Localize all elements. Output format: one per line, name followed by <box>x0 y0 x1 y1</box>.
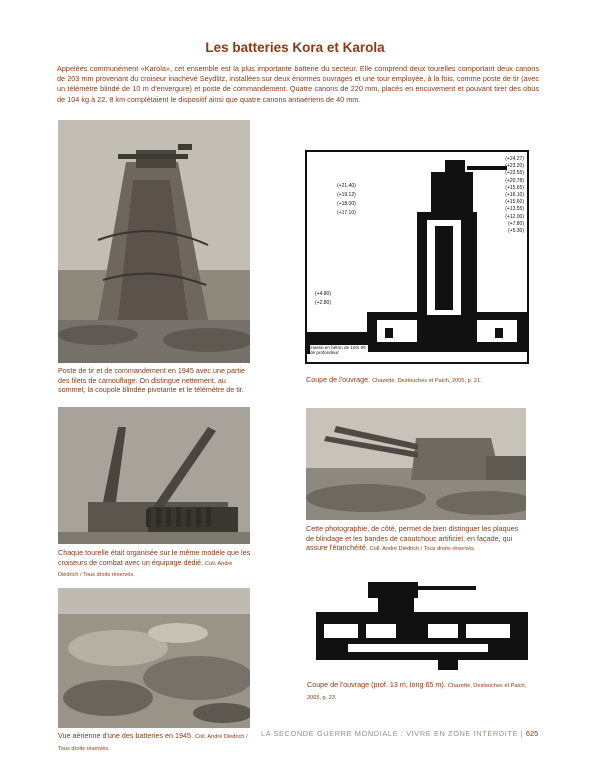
page-footer <box>261 729 561 738</box>
figure-caption: Poste de tir et de commandement en 1945 avec une partie des filets de camouflage. On distingue nettement, au sommet, la coupole blindée pivotante et le télémètre de tir. <box>58 366 245 395</box>
diagram-label: (+23.20) <box>505 163 524 170</box>
diagram-label-low <box>315 290 331 308</box>
cross-section-diagram-2 <box>308 580 528 672</box>
diagram-note: masse en béton de 10m 00 de profondeur <box>310 345 368 356</box>
footer-separator: | <box>518 729 526 738</box>
diagram-label: (+19.12) <box>337 192 356 198</box>
footer-text: LA SECONDE GUERRE MONDIALE : VIVRE EN ZONE INTERDITE <box>261 729 519 738</box>
diagram-label-list <box>505 156 524 235</box>
page-title: Les batteries Kora et Karola <box>205 40 385 55</box>
figure-caption: Coupe de l'ouvrage (prof. 13 m, long 65 m). Chazette, Destouches et Paich, 2005, p. 23. <box>307 680 527 701</box>
figure-caption: Coupe de l'ouvrage. Chazette, Destouches et Paich, 2005, p. 21. <box>306 375 482 384</box>
diagram-label: (+5.30) <box>508 228 524 235</box>
diagram-label: (+18.00) <box>337 201 356 207</box>
diagram-label: (+17.10) <box>337 210 356 216</box>
intro-paragraph: Appelées communément «Karola», cet ensemble est la plus importante batterie du secteur. Elle comprend deux tourelles comportant deux canons de 203 mm provenant du croiseur inachevé Seydlitz, installées sur deux énormes ouvrages et une tour employée, à la fois, comme poste de tir (avec un télémètre blindé de 10 m d'envergure) et poste de commandement. Quatre canons de 220 mm, placés en encuvement et pouvant tirer des obus de 104 kg à 22, 8 km complètaient le dispositif ainsi que quatre canons antiaériens de 40 mm. <box>57 64 539 104</box>
diagram-label: (+24.27) <box>505 156 524 162</box>
aerial-photo <box>58 588 250 728</box>
diagram-label: (+12.00) <box>505 213 524 220</box>
diagram-label: (+2.80) <box>315 300 331 306</box>
diagram-label: (+15.60) <box>505 199 524 206</box>
figure-caption: Cette photographie, de côté, permet de bien distinguer les plaques de blindage et les bandes de caoutchouc artificiel, en façade, qui assure l'étanchéité. Coll. André Diédrich / Tous droits réservés. <box>306 524 519 553</box>
side-view-photo <box>306 408 526 520</box>
diagram-label: (+15.65) <box>505 184 524 191</box>
page-number: 625 <box>525 729 539 738</box>
turret-crew-photo <box>58 407 250 544</box>
diagram-label: (+16.10) <box>505 192 524 199</box>
tower-photo <box>58 120 250 363</box>
diagram-label: (+13.55) <box>505 206 524 213</box>
diagram-label: (+22.55) <box>505 170 524 177</box>
cross-section-diagram <box>305 150 529 364</box>
diagram-label: (+21.40) <box>337 183 356 189</box>
diagram-label-list-left <box>337 182 356 218</box>
diagram-label: (+20.78) <box>505 177 524 184</box>
figure-caption: Vue aérienne d'une des batteries en 1945. Coll. André Diédrich / Tous droits réservés. <box>58 731 248 752</box>
figure-caption: Chaque tourelle était organisée sur le même modèle que les croiseurs de combat avec un équipage dédié. Coll. André Diédrich / Tous droits réservés. <box>58 548 251 579</box>
diagram-label: (+4.80) <box>315 291 331 297</box>
diagram-label: (+7.80) <box>508 220 524 227</box>
